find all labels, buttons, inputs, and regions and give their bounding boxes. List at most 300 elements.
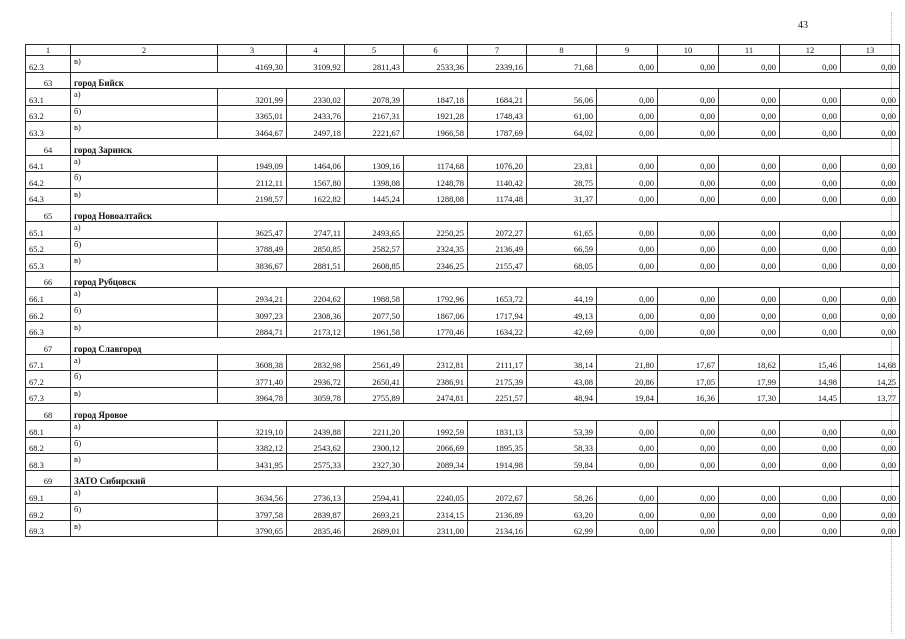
value-cell: 21,80: [597, 354, 658, 371]
value-cell: 0,00: [780, 105, 841, 122]
value-cell: 64,02: [527, 122, 597, 139]
value-cell: 0,00: [841, 304, 900, 321]
value-cell: 0,00: [780, 487, 841, 504]
row-variant: в): [71, 321, 218, 338]
row-variant: в): [71, 387, 218, 404]
table-row: [26, 188, 900, 205]
value-cell: 31,37: [527, 188, 597, 205]
row-variant: а): [71, 288, 218, 305]
value-cell: 1174,48: [468, 188, 527, 205]
value-cell: 18,62: [719, 354, 780, 371]
value-cell: 2594,41: [345, 487, 404, 504]
value-cell: 0,00: [597, 504, 658, 521]
value-cell: 1309,16: [345, 155, 404, 172]
value-cell: 1847,18: [404, 89, 468, 106]
row-number: 69.3: [26, 520, 71, 537]
value-cell: 0,00: [597, 188, 658, 205]
value-cell: 2934,21: [218, 288, 287, 305]
table-row: [26, 221, 900, 238]
value-cell: 71,68: [527, 56, 597, 73]
value-cell: 0,00: [719, 221, 780, 238]
value-cell: 2330,02: [287, 89, 345, 106]
value-cell: 2111,17: [468, 354, 527, 371]
value-cell: 2078,39: [345, 89, 404, 106]
value-cell: 2561,49: [345, 354, 404, 371]
group-header-row: [26, 271, 900, 288]
value-cell: 49,13: [527, 304, 597, 321]
value-cell: 2884,71: [218, 321, 287, 338]
value-cell: 3109,92: [287, 56, 345, 73]
value-cell: 2300,12: [345, 437, 404, 454]
value-cell: 1717,94: [468, 304, 527, 321]
table-row: [26, 238, 900, 255]
column-number-cell: 7: [468, 45, 527, 56]
row-number: 63.2: [26, 105, 71, 122]
group-header-row: [26, 338, 900, 355]
value-cell: 2204,62: [287, 288, 345, 305]
value-cell: 2839,87: [287, 504, 345, 521]
row-number: 63.1: [26, 89, 71, 106]
value-cell: 0,00: [719, 487, 780, 504]
value-cell: 1684,21: [468, 89, 527, 106]
value-cell: 0,00: [597, 122, 658, 139]
value-cell: 0,00: [658, 421, 719, 438]
table-row: [26, 520, 900, 537]
value-cell: 14,25: [841, 371, 900, 388]
value-cell: 0,00: [841, 321, 900, 338]
column-number-cell: 12: [780, 45, 841, 56]
value-cell: 1076,20: [468, 155, 527, 172]
row-variant: в): [71, 122, 218, 139]
row-variant: а): [71, 89, 218, 106]
row-number: 63.3: [26, 122, 71, 139]
value-cell: 2433,76: [287, 105, 345, 122]
value-cell: 2497,18: [287, 122, 345, 139]
group-number: 67: [26, 338, 71, 355]
value-cell: 20,86: [597, 371, 658, 388]
row-number: 68.2: [26, 437, 71, 454]
group-number: 63: [26, 72, 71, 89]
value-cell: 3059,78: [287, 387, 345, 404]
table-row: [26, 454, 900, 471]
row-variant: в): [71, 56, 218, 73]
value-cell: 2072,27: [468, 221, 527, 238]
value-cell: 2693,21: [345, 504, 404, 521]
value-cell: 1174,68: [404, 155, 468, 172]
value-cell: 0,00: [841, 221, 900, 238]
value-cell: 2582,57: [345, 238, 404, 255]
value-cell: 61,00: [527, 105, 597, 122]
value-cell: 0,00: [597, 288, 658, 305]
value-cell: 2881,51: [287, 255, 345, 272]
row-number: 68.1: [26, 421, 71, 438]
group-title: город Рубцовск: [71, 271, 900, 288]
value-cell: 19,84: [597, 387, 658, 404]
row-variant: в): [71, 454, 218, 471]
value-cell: 2136,89: [468, 504, 527, 521]
value-cell: 0,00: [841, 172, 900, 189]
value-cell: 1464,06: [287, 155, 345, 172]
value-cell: 2346,25: [404, 255, 468, 272]
value-cell: 17,67: [658, 354, 719, 371]
value-cell: 3219,10: [218, 421, 287, 438]
value-cell: 0,00: [841, 288, 900, 305]
column-number-cell: 8: [527, 45, 597, 56]
value-cell: 0,00: [597, 255, 658, 272]
value-cell: 1288,08: [404, 188, 468, 205]
row-number: 69.2: [26, 504, 71, 521]
value-cell: 0,00: [719, 56, 780, 73]
value-cell: 1792,96: [404, 288, 468, 305]
value-cell: 1248,78: [404, 172, 468, 189]
value-cell: 42,69: [527, 321, 597, 338]
value-cell: 1787,69: [468, 122, 527, 139]
column-number-cell: 2: [71, 45, 218, 56]
group-title: ЗАТО Сибирский: [71, 470, 900, 487]
row-variant: б): [71, 238, 218, 255]
value-cell: 0,00: [780, 255, 841, 272]
value-cell: 2747,11: [287, 221, 345, 238]
value-cell: 56,06: [527, 89, 597, 106]
value-cell: 0,00: [719, 520, 780, 537]
group-title: город Яровое: [71, 404, 900, 421]
value-cell: 2173,12: [287, 321, 345, 338]
value-cell: 2832,98: [287, 354, 345, 371]
value-cell: 2066,69: [404, 437, 468, 454]
row-number: 65.3: [26, 255, 71, 272]
value-cell: 1921,28: [404, 105, 468, 122]
table-row: [26, 172, 900, 189]
value-cell: 1567,80: [287, 172, 345, 189]
value-cell: 1770,46: [404, 321, 468, 338]
row-variant: а): [71, 155, 218, 172]
value-cell: 43,08: [527, 371, 597, 388]
value-cell: 2240,05: [404, 487, 468, 504]
value-cell: 2324,35: [404, 238, 468, 255]
value-cell: 2175,39: [468, 371, 527, 388]
row-variant: а): [71, 487, 218, 504]
value-cell: 0,00: [658, 520, 719, 537]
value-cell: 0,00: [719, 122, 780, 139]
value-cell: 0,00: [658, 221, 719, 238]
value-cell: 0,00: [658, 487, 719, 504]
value-cell: 53,39: [527, 421, 597, 438]
row-variant: б): [71, 304, 218, 321]
value-cell: 0,00: [841, 487, 900, 504]
value-cell: 0,00: [658, 288, 719, 305]
value-cell: 15,46: [780, 354, 841, 371]
value-cell: 2312,81: [404, 354, 468, 371]
value-cell: 63,20: [527, 504, 597, 521]
value-cell: 17,05: [658, 371, 719, 388]
row-variant: в): [71, 255, 218, 272]
value-cell: 0,00: [780, 421, 841, 438]
value-cell: 0,00: [719, 172, 780, 189]
table-row: [26, 56, 900, 73]
table-body: [26, 45, 900, 537]
value-cell: 0,00: [841, 255, 900, 272]
value-cell: 0,00: [597, 520, 658, 537]
value-cell: 3964,78: [218, 387, 287, 404]
value-cell: 0,00: [780, 89, 841, 106]
value-cell: 2689,01: [345, 520, 404, 537]
value-cell: 48,94: [527, 387, 597, 404]
row-number: 66.3: [26, 321, 71, 338]
value-cell: 0,00: [658, 56, 719, 73]
value-cell: 0,00: [841, 504, 900, 521]
value-cell: 2308,36: [287, 304, 345, 321]
value-cell: 1653,72: [468, 288, 527, 305]
value-cell: 3608,38: [218, 354, 287, 371]
value-cell: 1914,98: [468, 454, 527, 471]
value-cell: 23,81: [527, 155, 597, 172]
table-row: [26, 487, 900, 504]
value-cell: 2134,16: [468, 520, 527, 537]
value-cell: 14,98: [780, 371, 841, 388]
value-cell: 3464,67: [218, 122, 287, 139]
value-cell: 0,00: [719, 321, 780, 338]
value-cell: 1867,06: [404, 304, 468, 321]
row-variant: а): [71, 421, 218, 438]
value-cell: 3431,95: [218, 454, 287, 471]
value-cell: 2155,47: [468, 255, 527, 272]
value-cell: 0,00: [841, 105, 900, 122]
value-cell: 0,00: [841, 437, 900, 454]
value-cell: 2493,65: [345, 221, 404, 238]
value-cell: 0,00: [597, 56, 658, 73]
row-number: 67.1: [26, 354, 71, 371]
value-cell: 0,00: [780, 504, 841, 521]
column-number-cell: 1: [26, 45, 71, 56]
column-number-cell: 4: [287, 45, 345, 56]
row-number: 65.2: [26, 238, 71, 255]
value-cell: 0,00: [719, 304, 780, 321]
value-cell: 3790,65: [218, 520, 287, 537]
row-number: 66.2: [26, 304, 71, 321]
value-cell: 3625,47: [218, 221, 287, 238]
group-header-row: [26, 72, 900, 89]
value-cell: 0,00: [719, 255, 780, 272]
value-cell: 2386,91: [404, 371, 468, 388]
value-cell: 0,00: [719, 288, 780, 305]
value-cell: 0,00: [719, 437, 780, 454]
value-cell: 2608,85: [345, 255, 404, 272]
value-cell: 14,68: [841, 354, 900, 371]
table-row: [26, 288, 900, 305]
value-cell: 3201,99: [218, 89, 287, 106]
value-cell: 0,00: [780, 188, 841, 205]
value-cell: 0,00: [841, 520, 900, 537]
row-variant: б): [71, 105, 218, 122]
value-cell: 0,00: [658, 437, 719, 454]
value-cell: 0,00: [597, 105, 658, 122]
value-cell: 0,00: [597, 304, 658, 321]
value-cell: 0,00: [597, 172, 658, 189]
value-cell: 0,00: [597, 221, 658, 238]
tariff-table: [25, 44, 900, 537]
group-number: 68: [26, 404, 71, 421]
row-variant: б): [71, 504, 218, 521]
value-cell: 2850,85: [287, 238, 345, 255]
row-number: 65.1: [26, 221, 71, 238]
value-cell: 0,00: [597, 454, 658, 471]
value-cell: 0,00: [841, 421, 900, 438]
value-cell: 0,00: [780, 122, 841, 139]
group-title: город Заринск: [71, 138, 900, 155]
value-cell: 0,00: [658, 454, 719, 471]
value-cell: 2251,57: [468, 387, 527, 404]
value-cell: 62,99: [527, 520, 597, 537]
value-cell: 1748,43: [468, 105, 527, 122]
column-number-cell: 3: [218, 45, 287, 56]
value-cell: 0,00: [841, 89, 900, 106]
value-cell: 58,26: [527, 487, 597, 504]
column-number-cell: 9: [597, 45, 658, 56]
value-cell: 1966,58: [404, 122, 468, 139]
table-row: [26, 122, 900, 139]
table-row: [26, 155, 900, 172]
table-row: [26, 354, 900, 371]
value-cell: 1445,24: [345, 188, 404, 205]
value-cell: 1398,08: [345, 172, 404, 189]
value-cell: 0,00: [780, 288, 841, 305]
value-cell: 0,00: [597, 437, 658, 454]
group-header-row: [26, 404, 900, 421]
table-row: [26, 105, 900, 122]
value-cell: 0,00: [780, 172, 841, 189]
value-cell: 66,59: [527, 238, 597, 255]
group-title: город Славгород: [71, 338, 900, 355]
row-number: 62.3: [26, 56, 71, 73]
value-cell: 0,00: [597, 487, 658, 504]
row-variant: б): [71, 172, 218, 189]
table-row: [26, 321, 900, 338]
column-number-cell: 11: [719, 45, 780, 56]
row-number: 66.1: [26, 288, 71, 305]
value-cell: 0,00: [841, 122, 900, 139]
value-cell: 1988,58: [345, 288, 404, 305]
value-cell: 1949,09: [218, 155, 287, 172]
table-row: [26, 304, 900, 321]
value-cell: 0,00: [597, 155, 658, 172]
value-cell: 0,00: [780, 221, 841, 238]
value-cell: 2835,46: [287, 520, 345, 537]
value-cell: 2327,30: [345, 454, 404, 471]
value-cell: 1634,22: [468, 321, 527, 338]
row-number: 64.3: [26, 188, 71, 205]
value-cell: 2077,50: [345, 304, 404, 321]
value-cell: 1622,82: [287, 188, 345, 205]
value-cell: 2089,34: [404, 454, 468, 471]
value-cell: 3836,67: [218, 255, 287, 272]
value-cell: 0,00: [597, 89, 658, 106]
value-cell: 0,00: [780, 454, 841, 471]
table-row: [26, 255, 900, 272]
value-cell: 61,65: [527, 221, 597, 238]
value-cell: 2936,72: [287, 371, 345, 388]
value-cell: 1895,35: [468, 437, 527, 454]
row-variant: а): [71, 221, 218, 238]
value-cell: 2755,89: [345, 387, 404, 404]
value-cell: 3365,01: [218, 105, 287, 122]
row-number: 69.1: [26, 487, 71, 504]
value-cell: 0,00: [658, 105, 719, 122]
column-number-cell: 6: [404, 45, 468, 56]
table-row: [26, 387, 900, 404]
value-cell: 16,36: [658, 387, 719, 404]
value-cell: 0,00: [780, 437, 841, 454]
row-number: 68.3: [26, 454, 71, 471]
table-row: [26, 371, 900, 388]
value-cell: 0,00: [719, 454, 780, 471]
table-row: [26, 89, 900, 106]
value-cell: 0,00: [780, 321, 841, 338]
group-title: город Бийск: [71, 72, 900, 89]
value-cell: 68,05: [527, 255, 597, 272]
value-cell: 0,00: [719, 421, 780, 438]
row-number: 67.3: [26, 387, 71, 404]
row-number: 64.2: [26, 172, 71, 189]
value-cell: 0,00: [658, 172, 719, 189]
value-cell: 2250,25: [404, 221, 468, 238]
table-row: [26, 437, 900, 454]
table-row: [26, 421, 900, 438]
value-cell: 2474,81: [404, 387, 468, 404]
table-row: [26, 504, 900, 521]
value-cell: 38,14: [527, 354, 597, 371]
value-cell: 17,99: [719, 371, 780, 388]
value-cell: 0,00: [597, 421, 658, 438]
value-cell: 0,00: [658, 304, 719, 321]
value-cell: 14,45: [780, 387, 841, 404]
group-number: 66: [26, 271, 71, 288]
value-cell: 0,00: [719, 188, 780, 205]
value-cell: 28,75: [527, 172, 597, 189]
row-variant: б): [71, 437, 218, 454]
value-cell: 2314,15: [404, 504, 468, 521]
value-cell: 17,30: [719, 387, 780, 404]
value-cell: 0,00: [841, 238, 900, 255]
row-number: 67.2: [26, 371, 71, 388]
column-number-cell: 13: [841, 45, 900, 56]
value-cell: 0,00: [841, 454, 900, 471]
value-cell: 2136,49: [468, 238, 527, 255]
value-cell: 0,00: [658, 255, 719, 272]
value-cell: 0,00: [780, 155, 841, 172]
value-cell: 44,19: [527, 288, 597, 305]
value-cell: 2811,43: [345, 56, 404, 73]
value-cell: 0,00: [719, 155, 780, 172]
value-cell: 0,00: [658, 89, 719, 106]
value-cell: 2650,41: [345, 371, 404, 388]
group-header-row: [26, 205, 900, 222]
value-cell: 2112,11: [218, 172, 287, 189]
row-variant: б): [71, 371, 218, 388]
value-cell: 2543,62: [287, 437, 345, 454]
value-cell: 3097,23: [218, 304, 287, 321]
value-cell: 58,33: [527, 437, 597, 454]
value-cell: 0,00: [841, 188, 900, 205]
value-cell: 0,00: [780, 304, 841, 321]
value-cell: 0,00: [658, 238, 719, 255]
value-cell: 0,00: [658, 122, 719, 139]
group-number: 64: [26, 138, 71, 155]
value-cell: 0,00: [719, 89, 780, 106]
row-variant: а): [71, 354, 218, 371]
value-cell: 0,00: [658, 155, 719, 172]
column-number-cell: 10: [658, 45, 719, 56]
value-cell: 2072,67: [468, 487, 527, 504]
